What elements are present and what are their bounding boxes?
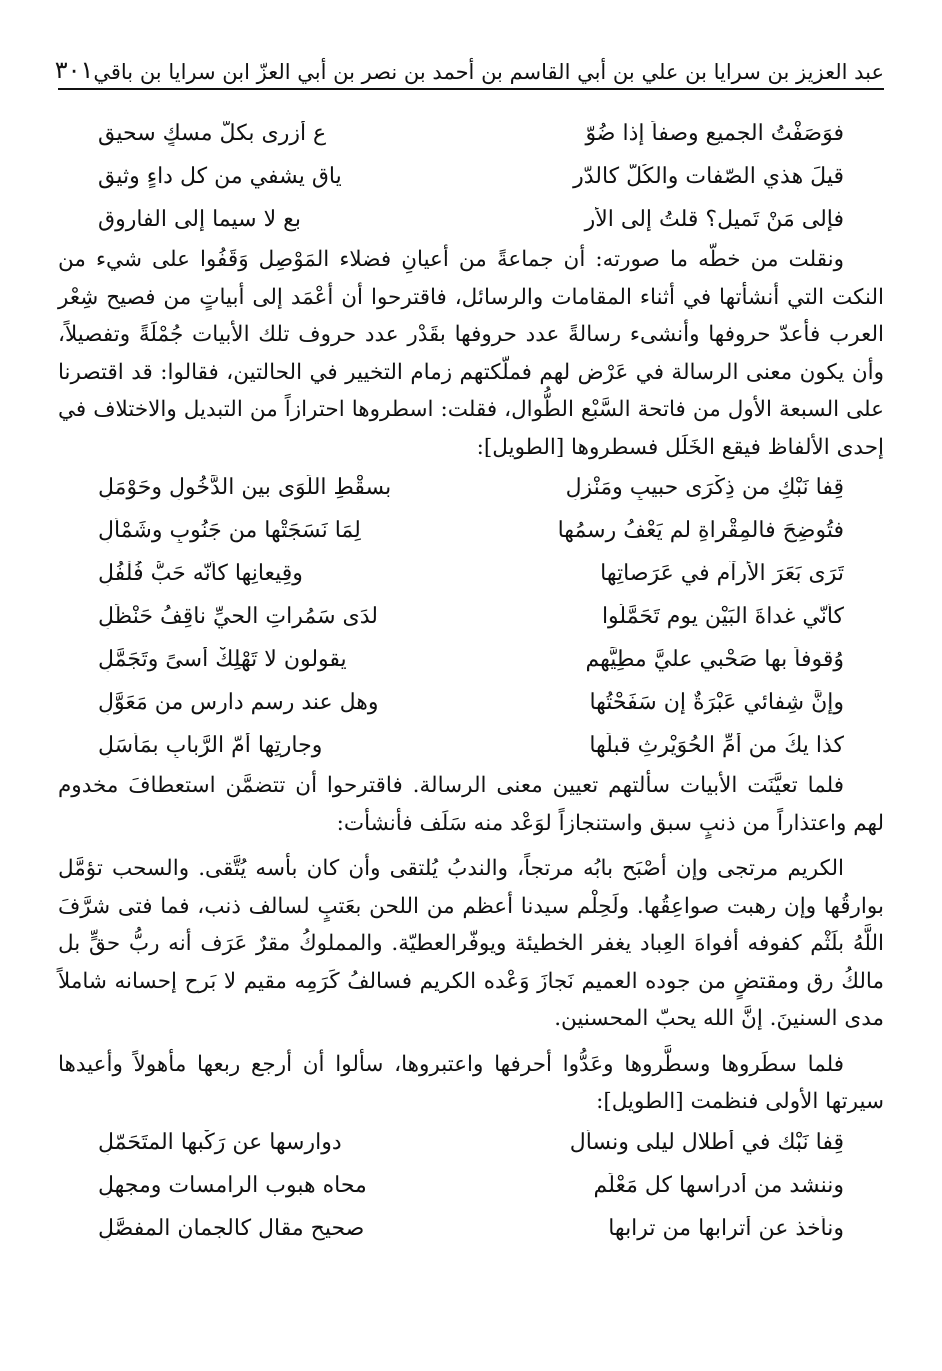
prose-paragraph: فلما تعيَّنَت الأبيات سألتهم تعيين معنى الرسالة. فاقترحوا أن تتضمَّن استعطافَ مخدوم لهم واعتذاراً من ذنبٍ سبق واستنجازاً لوَعْد منه سَلَف فأنشأت: (58, 773, 884, 836)
verse-second-hemistich: صحيح مقال كالجمان المفصَّلِ (98, 1215, 365, 1241)
verse-line (98, 155, 844, 198)
verse-line (98, 198, 844, 241)
verse-line (98, 638, 844, 681)
verse-first-hemistich: وإنَّ شِفائي عَبْرَةٌ إن سَفَحْتُها (589, 690, 844, 715)
verse-line (98, 552, 844, 595)
verse-second-hemistich: ياق يشفي من كل داءٍ وثيقِ (98, 164, 342, 189)
verse-first-hemistich: تَرَى بَعَرَ الأرآمِ في عَرَصاتِها (600, 561, 844, 586)
verse-second-hemistich: لدَى سَمُراتِ الحيِّ ناقِفُ حَنْظَلِ (98, 604, 378, 629)
verse-second-hemistich: دوارسها عن رَكْبها المتَحَمّلِ (98, 1129, 342, 1155)
verse-first-hemistich: وننشد من أدراسها كل مَعْلَم (593, 1172, 844, 1198)
verse-first-hemistich: فتُوضِحَ فالمِقْراةِ لم يَعْفُ رسمُها (557, 518, 844, 543)
verse-first-hemistich: كأنّي غداةَ البَيْنِ يوم تَحَمَّلُوا (601, 604, 844, 629)
verse-first-hemistich: فإلى مَنْ تَميل؟ قلتُ إلى الأر (584, 207, 844, 232)
verse-line (98, 724, 844, 767)
running-title: عبد العزيز بن سرايا بن علي بن أبي القاسم بن أحمد بن نصر بن أبي العزّ ابن سرايا بن باقي (93, 60, 884, 84)
verse-first-hemistich: قِفا نَبْك في أطلال ليلى ونسأل (569, 1129, 844, 1155)
verse-second-hemistich: محاه هبوب الرامسات ومجهلِ (98, 1172, 367, 1198)
verse-line (98, 1121, 844, 1164)
verse-first-hemistich: فوَصَفْتُ الجميع وصفاً إذا ضُوّ (585, 121, 844, 146)
verse-line (98, 681, 844, 724)
verses-top (98, 112, 844, 241)
verse-line (98, 595, 844, 638)
verse-second-hemistich: وهل عند رسمٍ دارسٍ من مَعَوَّلِ (98, 690, 379, 715)
verse-line (98, 1164, 844, 1207)
verse-first-hemistich: ونأخذ عن أترابها من ترابها (608, 1215, 844, 1241)
prose-paragraph: ونقلت من خطّه ما صورته: أن جماعةً من أعيانِ فضلاء المَوْصِل وَقَفُوا على شيء من النكت التي أنشأتها في أثناء المقامات والرسائل، فاقترحوا أن أعْمَد إلى أبياتٍ من فصيح شِعْر العرب فأعدّ حروفها وأنشىء رسالةً عدد حروفها بقَدْر عدد حروف تلك الأبيات جُمْلَةً وتفصيلاً، وأن يكون معنى الرسالة في عَرْض لهم فملّكتهم زمام التخيير في الحالتين، فقالوا: قد اقتصرنا على السبعة الأول من فاتحة السَّبْع الطُّوال، فقلت: اسطروها احترازاً من التبديل والاختلاف في إحدى الألفاظ فيقع الخَلَل فسطروها [الطويل]: (58, 247, 884, 460)
verse-second-hemistich: وجارتِها أمّ الرَّبابِ بمَأسَلِ (98, 733, 323, 758)
verse-first-hemistich: قِفا نَبْكِ من ذِكْرَى حبيبٍ ومَنْزِلِ (565, 475, 844, 500)
verse-line (98, 509, 844, 552)
page-number: ٣٠١ (54, 56, 94, 84)
prose-paragraph: فلما سطَروها وسطَّروها وعَدُّوا أحرفها واعتبروها، سألوا أن أرجع ربعها مأهولاً وأعيدها سيرتها الأولى فنظمت [الطويل]: (58, 1051, 884, 1114)
prose-paragraph: الكريم مرتجى وإن أصْبَح بابُه مرتجاً، والندبُ يُلتقى وأن كان بأسه يُتَّقى. والسحب تؤمَّل بوارقُها وإن رهبت صواعِقُها. ولَحِلْم سيدنا أعظم من اللحن بعَتبٍ لسالف ذنب، فما فتى شرَّفَ اللَّهُ بلَثْم كفوفه أفواهَ العِباد يغفر الخطيئة ويوفّرالعطيّة. والمملوكُ مقرٌ عَرَف أنه ربُّ حقٍّ بل مالكُ رق ومقتضٍ من جوده العميم نَجازَ وَعْده الكريم فسالفُ كَرَمِه مقيم لا بَرح إحسانه شاملاً مدى السنينَ. إنَّ الله يحبّ المحسنين. (58, 856, 884, 1031)
verse-line (98, 466, 844, 509)
verse-first-hemistich: وُقوفاً بها صَحْبي عليَّ مطِيَّهم (585, 647, 844, 672)
verse-second-hemistich: بسقْطِ اللِّوَى بين الدَّخُولِ وحَوْمَلِ (98, 475, 392, 500)
verse-first-hemistich: كذا يكُ من أمِّ الحُوَيْرِثِ قبلَها (589, 733, 844, 758)
verse-second-hemistich: ع أزرى بكلّ مسكٍ سحيقِ (98, 121, 327, 146)
verse-second-hemistich: بعِ لا سيما إلى الفاروقِ (98, 207, 301, 232)
verse-line (98, 1207, 844, 1250)
verse-second-hemistich: لِمَا نَسَجَتْها من جَنُوبٍ وشَمْألِ (98, 518, 361, 543)
verse-second-hemistich: يقولون لا تَهْلِكْ أسىً وتَجَمَّلِ (98, 647, 347, 672)
verses-muallaqa (98, 466, 844, 767)
verses-bottom (98, 1121, 844, 1250)
verse-first-hemistich: قيلَ هذي الصّفات والكُلّ كالدّر (573, 164, 844, 189)
page-header (54, 50, 884, 90)
verse-line (98, 112, 844, 155)
page-body (58, 112, 884, 1250)
verse-second-hemistich: وقِيعانِها كأنّه حَبُّ فُلْفُلِ (98, 561, 303, 586)
